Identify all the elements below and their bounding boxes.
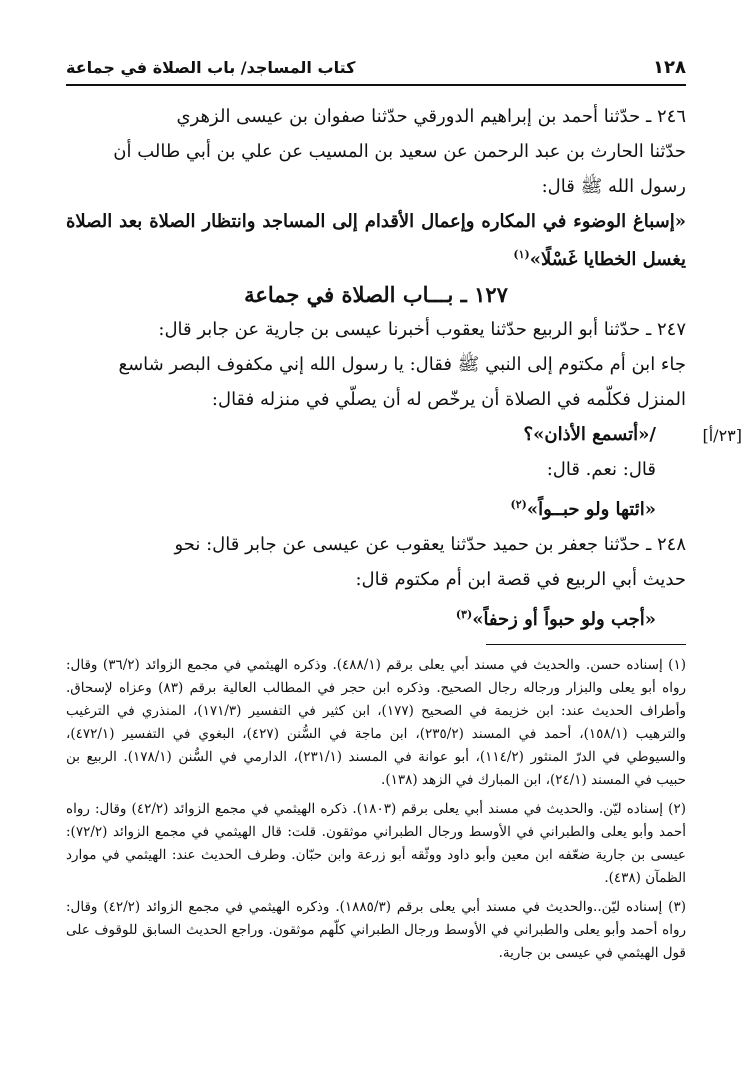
page-header xyxy=(66,50,686,86)
manuscript-folio-marker: [٢٣/أ] xyxy=(702,426,742,445)
footnotes xyxy=(66,654,686,971)
hadith-247-line-3: المنزل فكلّمه في الصلاة أن يرخّص له أن يصلّي في منزله فقال: xyxy=(211,389,686,410)
footnote-separator xyxy=(486,644,686,645)
hadith-248-quote-text: «أجب ولو حبواً أو زحفاً» xyxy=(472,609,656,630)
footnote-ref-1: (١) xyxy=(513,248,530,261)
hadith-246-line-1: ٢٤٦ ـ حدّثنا أحمد بن إبراهيم الدورقي حدّثنا صفوان بن عيسى الزهري xyxy=(176,106,686,127)
hadith-247-quote-text: «ائتها ولو حبــواً» xyxy=(526,499,656,520)
hadith-247-line-2: جاء ابن أم مكتوم إلى النبي ﷺ فقال: يا رسول الله إني مكفوف البصر شاسع xyxy=(118,354,686,375)
hadith-247-line-1: ٢٤٧ ـ حدّثنا أبو الربيع حدّثنا يعقوب أخبرنا عيسى بن جارية عن جابر قال: xyxy=(158,319,686,340)
hadith-247-quote xyxy=(66,488,686,526)
hadith-248-quote xyxy=(66,598,686,636)
hadith-248-line-1: ٢٤٨ ـ حدّثنا جعفر بن حميد حدّثنا يعقوب عن عيسى عن جابر قال: نحو xyxy=(174,534,686,555)
hadith-246-line-3: رسول الله ﷺ قال: xyxy=(541,176,686,197)
footnote-3: (٣) إسناده ليّن..والحديث في مسند أبي يعلى برقم (١٨٨٥/٣). وذكره الهيثمي في مجمع الزوائد (٤٢/٢) وقال: رواه أحمد وأبو يعلى والطبراني في الأوسط ورجال الطبراني كلّهم موثقون. وراجع الحديث السابق للوقوف على قول الهيثمي في عيسى بن جارية. xyxy=(66,899,686,961)
hadith-246-quote-text: «إسباغ الوضوء في المكاره وإعمال الأقدام إلى المساجد وانتظار الصلاة بعد الصلاة يغسل الخطايا غَسْلًا» xyxy=(66,211,686,270)
footnote-ref-3: (٣) xyxy=(455,608,473,621)
hadith-247-answer: قال: نعم. قال: xyxy=(546,459,656,480)
page-number: ١٢٨ xyxy=(653,56,686,78)
footnote-1: (١) إسناده حسن. والحديث في مسند أبي يعلى برقم (٤٨٨/١). وذكره الهيثمي في مجمع الزوائد (٣٦/٢) وقال: رواه أبو يعلى والبزار ورجاله رجال الصحيح. وذكره ابن حجر في المطالب العالية برقم (٨٣) وعزاه لإسحاق. وأطراف الحديث عند: ابن خزيمة في الصحيح (١٧٧)، ابن كثير في التفسير (١٧١/٣)، المنذري في الترغيب والترهيب (١٥٨/١)، أحمد في المسند (٢٣٥/٢)، ابن ماجة في السُّنن (٤٢٧)، البغوي في التفسير (٤٧٢/١)، والسيوطي في الدرّ المنثور (١١٤/٢)، أبو عوانة في المسند (٢٣١/١)، الدارمي في السُّنن (١٧٨/١). الربيع بن حبيب في المسند (٢٤/١)، ابن المبارك في الزهد (١٣٨). xyxy=(66,657,686,788)
hadith-246-line-2: حدّثنا الحارث بن عبد الرحمن عن سعيد بن المسيب عن علي بن أبي طالب أن xyxy=(113,141,686,162)
hadith-246-quote xyxy=(66,205,686,276)
main-text xyxy=(66,100,686,638)
footnote-2: (٢) إسناده ليّن. والحديث في مسند أبي يعلى برقم (١٨٠٣). ذكره الهيثمي في مجمع الزوائد (٤٢/٢) وقال: رواه أحمد وأبو يعلى والطبراني في الأوسط ورجال الطبراني موثقون. قلت: قال الهيثمي في مجمع الزوائد (٧٢/٢): عيسى بن جارية ضعّفه ابن معين وأبو داود ووثّقه أبو زرعة وابن حبّان. وطرف الحديث عند: الهيثمي في موارد الظمآن (٤٣٨). xyxy=(66,801,686,886)
running-title: كتاب المساجد/ باب الصلاة في جماعة xyxy=(66,57,356,77)
hadith-248-line-2: حديث أبي الربيع في قصة ابن أم مكتوم قال: xyxy=(355,569,686,590)
chapter-title: ١٢٧ ـ بـــاب الصلاة في جماعة xyxy=(244,282,508,307)
footnote-ref-2: (٢) xyxy=(510,498,527,511)
hadith-247-question: /«أتسمع الأذان»؟ xyxy=(523,424,656,445)
